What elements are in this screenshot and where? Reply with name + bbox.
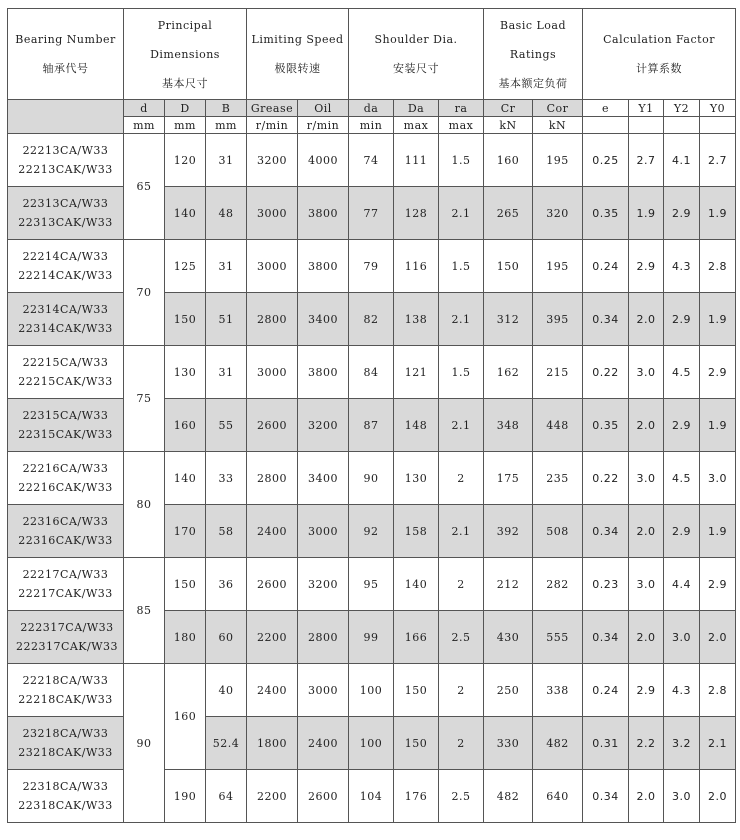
B-cell: 60	[206, 611, 247, 664]
y0-cell: 2.0	[700, 611, 736, 664]
da-cell: 82	[349, 293, 394, 346]
ra-cell: 2	[439, 452, 484, 505]
table-row	[8, 293, 736, 346]
cr-cell: 250	[484, 664, 533, 717]
ra-cell: 2	[439, 664, 484, 717]
unit-D: mm	[165, 117, 206, 134]
table-row	[8, 611, 736, 664]
D-cell: 180	[165, 611, 206, 664]
cr-cell: 212	[484, 558, 533, 611]
cr-cell: 430	[484, 611, 533, 664]
bearing-number-cell: 222317CA/W33 222317CAK/W33	[8, 611, 124, 664]
y0-cell: 1.9	[700, 187, 736, 240]
oil-cell: 3200	[298, 399, 349, 452]
ra-cell: 1.5	[439, 346, 484, 399]
Da-cell: 140	[394, 558, 439, 611]
y0-cell: 1.9	[700, 505, 736, 558]
cr-cell: 312	[484, 293, 533, 346]
unit-grease: r/min	[247, 117, 298, 134]
grease-cell: 2400	[247, 664, 298, 717]
Da-cell: 150	[394, 664, 439, 717]
y0-cell: 2.9	[700, 346, 736, 399]
ra-cell: 2.1	[439, 293, 484, 346]
y1-cell: 2.0	[629, 505, 664, 558]
y1-cell: 2.0	[629, 770, 664, 823]
oil-cell: 3800	[298, 346, 349, 399]
D-cell: 130	[165, 346, 206, 399]
y1-cell: 2.9	[629, 664, 664, 717]
subheader-ra: ra	[439, 100, 484, 117]
y2-cell: 4.3	[664, 240, 700, 293]
unit-y1	[629, 117, 664, 134]
e-cell: 0.35	[583, 399, 629, 452]
subheader-cr: Cr	[484, 100, 533, 117]
grease-cell: 3200	[247, 134, 298, 187]
B-cell: 58	[206, 505, 247, 558]
D-cell: 120	[165, 134, 206, 187]
y1-cell: 2.7	[629, 134, 664, 187]
bearing-number-cell: 22213CA/W33 22213CAK/W33	[8, 134, 124, 187]
bearing-number-cell: 22216CA/W33 22216CAK/W33	[8, 452, 124, 505]
cor-cell: 640	[533, 770, 583, 823]
unit-da: min	[349, 117, 394, 134]
cor-cell: 320	[533, 187, 583, 240]
y2-cell: 4.1	[664, 134, 700, 187]
oil-cell: 3400	[298, 452, 349, 505]
table-row	[8, 346, 736, 399]
bearing-number-cell: 22313CA/W33 22313CAK/W33	[8, 187, 124, 240]
da-cell: 77	[349, 187, 394, 240]
y1-cell: 2.9	[629, 240, 664, 293]
subheader-d: d	[124, 100, 165, 117]
y0-cell: 1.9	[700, 293, 736, 346]
header-bearing-number: Bearing Number 轴承代号	[8, 9, 124, 100]
B-cell: 31	[206, 240, 247, 293]
header-shoulder-dia: Shoulder Dia. 安装尺寸	[349, 9, 484, 100]
subheader-y0: Y0	[700, 100, 736, 117]
B-cell: 48	[206, 187, 247, 240]
y0-cell: 2.0	[700, 770, 736, 823]
oil-cell: 3800	[298, 240, 349, 293]
bearing-number-cell: 22217CA/W33 22217CAK/W33	[8, 558, 124, 611]
cor-cell: 482	[533, 717, 583, 770]
oil-cell: 3000	[298, 505, 349, 558]
cor-cell: 555	[533, 611, 583, 664]
e-cell: 0.34	[583, 293, 629, 346]
ra-cell: 2.1	[439, 399, 484, 452]
subheader-cor: Cor	[533, 100, 583, 117]
Da-cell: 111	[394, 134, 439, 187]
bearing-number-cell: 22318CA/W33 22318CAK/W33	[8, 770, 124, 823]
B-cell: 55	[206, 399, 247, 452]
e-cell: 0.35	[583, 187, 629, 240]
subheader-grease: Grease	[247, 100, 298, 117]
unit-cr: kN	[484, 117, 533, 134]
e-cell: 0.22	[583, 452, 629, 505]
subheader-blank	[8, 100, 124, 134]
subheader-y1: Y1	[629, 100, 664, 117]
cr-cell: 160	[484, 134, 533, 187]
unit-d: mm	[124, 117, 165, 134]
subheader-Da: Da	[394, 100, 439, 117]
grease-cell: 2600	[247, 558, 298, 611]
da-cell: 99	[349, 611, 394, 664]
bearing-number-cell: 23218CA/W33 23218CAK/W33	[8, 717, 124, 770]
cor-cell: 448	[533, 399, 583, 452]
ra-cell: 2.5	[439, 611, 484, 664]
D-cell: 150	[165, 558, 206, 611]
e-cell: 0.34	[583, 611, 629, 664]
B-cell: 52.4	[206, 717, 247, 770]
da-cell: 100	[349, 717, 394, 770]
B-cell: 31	[206, 346, 247, 399]
d-cell: 85	[124, 558, 165, 664]
unit-Da: max	[394, 117, 439, 134]
e-cell: 0.31	[583, 717, 629, 770]
cr-cell: 162	[484, 346, 533, 399]
grease-cell: 2200	[247, 770, 298, 823]
unit-y2	[664, 117, 700, 134]
y1-cell: 2.2	[629, 717, 664, 770]
da-cell: 87	[349, 399, 394, 452]
da-cell: 92	[349, 505, 394, 558]
cr-cell: 348	[484, 399, 533, 452]
cor-cell: 235	[533, 452, 583, 505]
ra-cell: 2.1	[439, 187, 484, 240]
table-row	[8, 134, 736, 187]
unit-oil: r/min	[298, 117, 349, 134]
unit-y0	[700, 117, 736, 134]
D-cell: 150	[165, 293, 206, 346]
e-cell: 0.34	[583, 770, 629, 823]
y1-cell: 3.0	[629, 452, 664, 505]
Da-cell: 116	[394, 240, 439, 293]
table-row	[8, 717, 736, 770]
cor-cell: 195	[533, 240, 583, 293]
table-row	[8, 558, 736, 611]
bearing-number-cell: 22315CA/W33 22315CAK/W33	[8, 399, 124, 452]
B-cell: 36	[206, 558, 247, 611]
e-cell: 0.25	[583, 134, 629, 187]
subheader-D: D	[165, 100, 206, 117]
e-cell: 0.22	[583, 346, 629, 399]
d-cell: 90	[124, 664, 165, 823]
D-cell: 160	[165, 399, 206, 452]
ra-cell: 2	[439, 717, 484, 770]
bearing-number-cell: 22316CA/W33 22316CAK/W33	[8, 505, 124, 558]
bearing-number-cell: 22214CA/W33 22214CAK/W33	[8, 240, 124, 293]
subheader-e: e	[583, 100, 629, 117]
table-row	[8, 240, 736, 293]
y2-cell: 2.9	[664, 505, 700, 558]
cr-cell: 175	[484, 452, 533, 505]
y2-cell: 3.0	[664, 770, 700, 823]
table-row	[8, 399, 736, 452]
cor-cell: 215	[533, 346, 583, 399]
e-cell: 0.24	[583, 240, 629, 293]
grease-cell: 2600	[247, 399, 298, 452]
subheader-oil: Oil	[298, 100, 349, 117]
y2-cell: 3.0	[664, 611, 700, 664]
unit-B: mm	[206, 117, 247, 134]
oil-cell: 2400	[298, 717, 349, 770]
y0-cell: 2.1	[700, 717, 736, 770]
y0-cell: 2.9	[700, 558, 736, 611]
Da-cell: 138	[394, 293, 439, 346]
oil-cell: 3200	[298, 558, 349, 611]
table-row	[8, 452, 736, 505]
y0-cell: 2.8	[700, 240, 736, 293]
B-cell: 51	[206, 293, 247, 346]
bearing-spec-table	[7, 8, 736, 823]
grease-cell: 2400	[247, 505, 298, 558]
unit-ra: max	[439, 117, 484, 134]
grease-cell: 2800	[247, 452, 298, 505]
table-row	[8, 664, 736, 717]
cr-cell: 392	[484, 505, 533, 558]
ra-cell: 1.5	[439, 134, 484, 187]
D-cell: 190	[165, 770, 206, 823]
grease-cell: 3000	[247, 187, 298, 240]
da-cell: 95	[349, 558, 394, 611]
y2-cell: 4.3	[664, 664, 700, 717]
y2-cell: 2.9	[664, 293, 700, 346]
D-cell: 125	[165, 240, 206, 293]
grease-cell: 3000	[247, 346, 298, 399]
subheader-da: da	[349, 100, 394, 117]
cor-cell: 395	[533, 293, 583, 346]
Da-cell: 176	[394, 770, 439, 823]
da-cell: 74	[349, 134, 394, 187]
grease-cell: 3000	[247, 240, 298, 293]
bearing-number-cell: 22314CA/W33 22314CAK/W33	[8, 293, 124, 346]
cr-cell: 330	[484, 717, 533, 770]
header-principal-dimensions: Principal Dimensions 基本尺寸	[124, 9, 247, 100]
ra-cell: 1.5	[439, 240, 484, 293]
y2-cell: 4.4	[664, 558, 700, 611]
y0-cell: 3.0	[700, 452, 736, 505]
y1-cell: 2.0	[629, 293, 664, 346]
unit-e	[583, 117, 629, 134]
Da-cell: 150	[394, 717, 439, 770]
Da-cell: 121	[394, 346, 439, 399]
table-row	[8, 187, 736, 240]
subheader-y2: Y2	[664, 100, 700, 117]
e-cell: 0.34	[583, 505, 629, 558]
Da-cell: 148	[394, 399, 439, 452]
oil-cell: 3400	[298, 293, 349, 346]
oil-cell: 3800	[298, 187, 349, 240]
table-row	[8, 505, 736, 558]
ra-cell: 2	[439, 558, 484, 611]
oil-cell: 2600	[298, 770, 349, 823]
d-cell: 80	[124, 452, 165, 558]
cor-cell: 195	[533, 134, 583, 187]
da-cell: 100	[349, 664, 394, 717]
y2-cell: 2.9	[664, 399, 700, 452]
cr-cell: 265	[484, 187, 533, 240]
da-cell: 90	[349, 452, 394, 505]
y2-cell: 4.5	[664, 452, 700, 505]
cr-cell: 482	[484, 770, 533, 823]
ra-cell: 2.5	[439, 770, 484, 823]
cor-cell: 338	[533, 664, 583, 717]
y2-cell: 4.5	[664, 346, 700, 399]
d-cell: 75	[124, 346, 165, 452]
bearing-number-cell: 22215CA/W33 22215CAK/W33	[8, 346, 124, 399]
D-cell: 140	[165, 187, 206, 240]
d-cell: 65	[124, 134, 165, 240]
d-cell: 70	[124, 240, 165, 346]
grease-cell: 2200	[247, 611, 298, 664]
header-row	[8, 9, 736, 100]
D-cell: 170	[165, 505, 206, 558]
da-cell: 104	[349, 770, 394, 823]
bearing-number-cell: 22218CA/W33 22218CAK/W33	[8, 664, 124, 717]
Da-cell: 130	[394, 452, 439, 505]
y1-cell: 2.0	[629, 399, 664, 452]
Da-cell: 128	[394, 187, 439, 240]
D-cell: 160	[165, 664, 206, 770]
oil-cell: 4000	[298, 134, 349, 187]
oil-cell: 3000	[298, 664, 349, 717]
grease-cell: 1800	[247, 717, 298, 770]
ra-cell: 2.1	[439, 505, 484, 558]
y0-cell: 1.9	[700, 399, 736, 452]
e-cell: 0.23	[583, 558, 629, 611]
y0-cell: 2.7	[700, 134, 736, 187]
D-cell: 140	[165, 452, 206, 505]
y1-cell: 1.9	[629, 187, 664, 240]
header-basic-load-ratings: Basic Load Ratings 基本额定负荷	[484, 9, 583, 100]
y1-cell: 3.0	[629, 346, 664, 399]
e-cell: 0.24	[583, 664, 629, 717]
subheader-B: B	[206, 100, 247, 117]
y0-cell: 2.8	[700, 664, 736, 717]
y1-cell: 3.0	[629, 558, 664, 611]
header-calculation-factor: Calculation Factor 计算系数	[583, 9, 736, 100]
cor-cell: 508	[533, 505, 583, 558]
Da-cell: 158	[394, 505, 439, 558]
subheader-row	[8, 100, 736, 117]
cor-cell: 282	[533, 558, 583, 611]
header-limiting-speed: Limiting Speed 极限转速	[247, 9, 349, 100]
y2-cell: 3.2	[664, 717, 700, 770]
B-cell: 31	[206, 134, 247, 187]
Da-cell: 166	[394, 611, 439, 664]
y1-cell: 2.0	[629, 611, 664, 664]
oil-cell: 2800	[298, 611, 349, 664]
B-cell: 64	[206, 770, 247, 823]
grease-cell: 2800	[247, 293, 298, 346]
table-row	[8, 770, 736, 823]
B-cell: 33	[206, 452, 247, 505]
cr-cell: 150	[484, 240, 533, 293]
unit-cor: kN	[533, 117, 583, 134]
da-cell: 79	[349, 240, 394, 293]
da-cell: 84	[349, 346, 394, 399]
y2-cell: 2.9	[664, 187, 700, 240]
B-cell: 40	[206, 664, 247, 717]
